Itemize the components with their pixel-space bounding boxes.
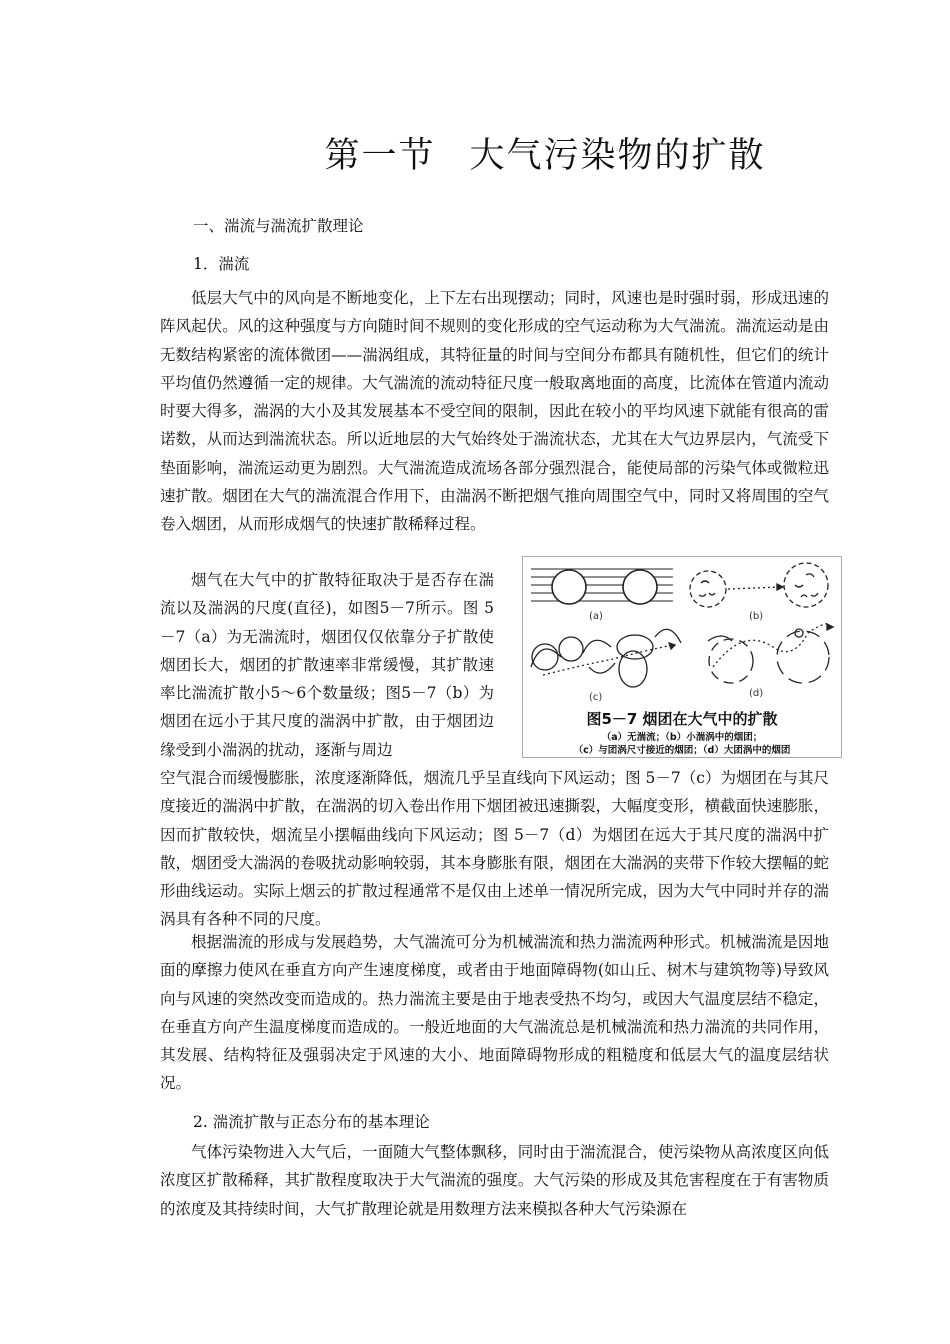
subsection-heading-1: 1．湍流: [193, 255, 250, 273]
figure-caption-line2: （c）与团涡尺寸接近的烟团；（d）大团涡中的烟团: [573, 745, 791, 756]
title-chapter-number: 第一节: [324, 136, 436, 176]
figure-illustration: [523, 557, 841, 707]
title-text: 大气污染物的扩散: [469, 136, 766, 176]
paragraph-smoke-diffusion-part1: 烟气在大气中的扩散特征取决于是否存在湍流以及湍涡的尺度(直径)，如图5－7所示。图 5－7（a）为无湍流时，烟团仅仅依靠分子扩散使烟团长大，烟团的扩散速率非常缓慢，其扩散速率比湍流扩散小5～6个数量级；图5－7（b）为烟团在远小于其尺度的湍涡中扩散，由于烟团边缘受到小湍涡的扰动，逐渐与周边: [160, 571, 494, 759]
section-title: [0, 128, 950, 178]
paragraph-turbulence: 低层大气中的风向是不断地变化，上下左右出现摆动；同时，风速也是时强时弱，形成迅速的阵风起伏。风的这种强度与方向随时间不规则的变化形成的空气运动称为大气湍流。湍流运动是由无数结构紧密的流体微团——湍涡组成，其特征量的时间与空间分布都具有随机性，但它们的统计平均值仍然遵循一定的规律。大气湍流的流动特征尺度一般取离地面的高度，比流体在管道内流动时要大得多，湍涡的大小及其发展基本不受空间的限制，因此在较小的平均风速下就能有很高的雷诺数，从而达到湍流状态。所以近地层的大气始终处于湍流状态，尤其在大气边界层内，气流受下垫面影响，湍流运动更为剧烈。大气湍流造成流场各部分强烈混合，能使局部的污染气体或微粒迅速扩散。烟团在大气的湍流混合作用下，由湍涡不断把烟气推向周围空气中，同时又将周围的空气卷入烟团，从而形成烟气的快速扩散稀释过程。: [160, 289, 829, 534]
paragraph-diffusion-theory: 气体污染物进入大气后，一面随大气整体飘移，同时由于湍流混合，使污染物从高浓度区向低浓度区扩散稀释，其扩散程度取决于大气湍流的强度。大气污染的形成及其危害程度在于有害物质的浓度及其持续时间，大气扩散理论就是用数理方法来模拟各种大气污染源在: [160, 1143, 829, 1218]
figure-label-d: (d): [749, 688, 764, 699]
section-heading-1: 一、湍流与湍流扩散理论: [193, 217, 364, 235]
panel-a-drawing: [531, 569, 673, 604]
figure-5-7: [522, 556, 842, 758]
panel-c-drawing: [531, 629, 681, 687]
figure-label-b: (b): [749, 611, 764, 622]
figure-title: 图5－7 烟团在大气中的扩散: [586, 710, 778, 728]
subsection-heading-2: 2. 湍流扩散与正态分布的基本理论: [193, 1113, 430, 1131]
paragraph-smoke-diffusion-part2: 空气混合而缓慢膨胀，浓度逐渐降低，烟流几乎呈直线向下风运动；图 5－7（c）为烟团在与其尺度接近的湍涡中扩散，在湍涡的切入卷出作用下烟团被迅速撕裂，大幅度变形，横截面快速膨胀，因而扩散较快，烟流呈小摆幅曲线向下风运动；图 5－7（d）为烟团在远大于其尺度的湍涡中扩散，烟团受大湍涡的卷吸扰动影响较弱，其本身膨胀有限，烟团在大湍涡的夹带下作较大摆幅的蛇形曲线运动。实际上烟云的扩散过程通常不是仅由上述单一情况所完成，因为大气中同时并存的湍涡具有各种不同的尺度。: [160, 769, 829, 929]
figure-label-a: (a): [589, 611, 603, 622]
panel-d-drawing: [708, 623, 833, 683]
figure-label-c: (c): [589, 692, 603, 703]
figure-caption-line1: （a）无湍流；（b）小湍涡中的烟团；: [601, 732, 763, 743]
paragraph-turbulence-types: 根据湍流的形成与发展趋势，大气湍流可分为机械湍流和热力湍流两种形式。机械湍流是因地面的摩擦力使风在垂直方向产生速度梯度，或者由于地面障碍物(如山丘、树木与建筑物等)导致风向与风速的突然改变而造成的。热力湍流主要是由于地表受热不均匀，或因大气温度层结不稳定，在垂直方向产生温度梯度而造成的。一般近地面的大气湍流总是机械湍流和热力湍流的共同作用，其发展、结构特征及强弱决定于风速的大小、地面障碍物形成的粗糙度和低层大气的温度层结状况。: [160, 933, 829, 1093]
panel-b-drawing: [690, 563, 828, 607]
